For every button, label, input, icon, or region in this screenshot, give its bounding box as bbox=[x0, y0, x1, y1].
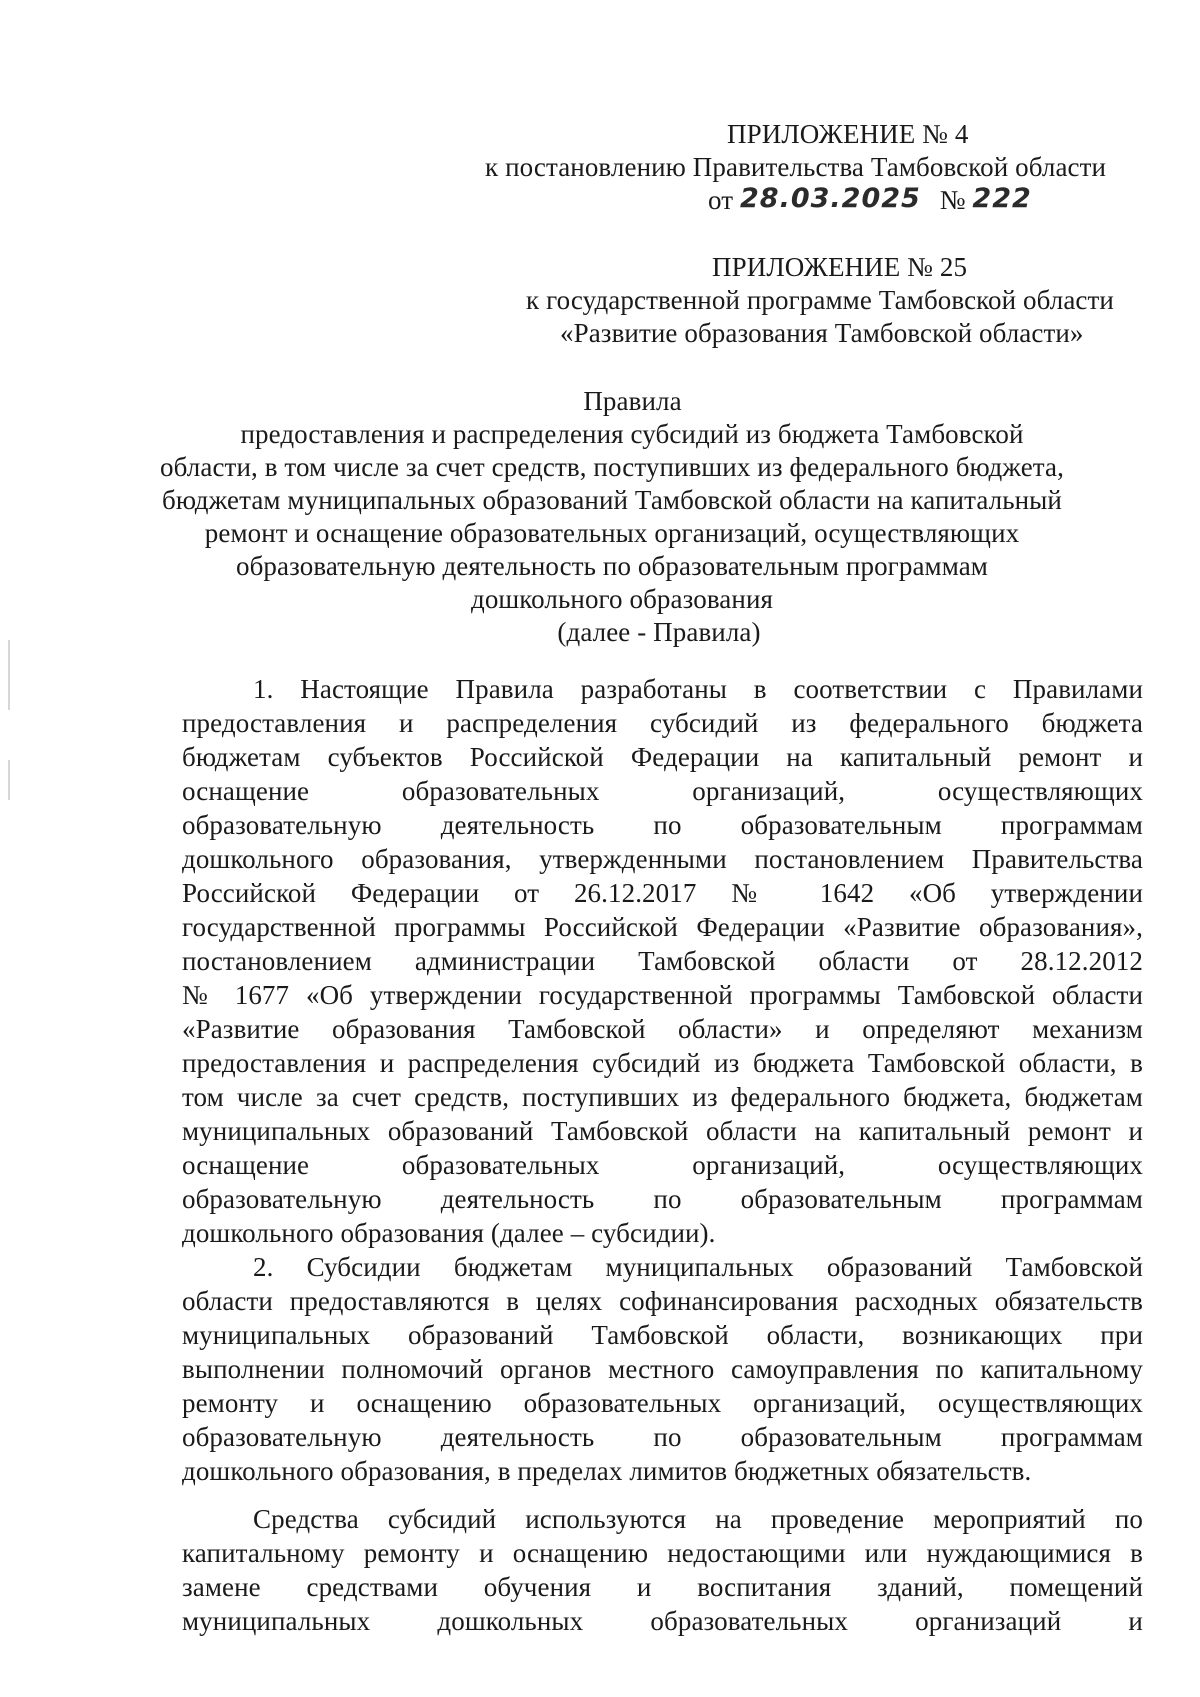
body-line: муниципальных образований Тамбовской области на капитальный ремонт и bbox=[182, 1116, 1143, 1146]
body-line: оснащение образовательных организаций, осуществляющих bbox=[182, 1150, 1143, 1180]
body-line: образовательную деятельность по образовательным программам bbox=[182, 1422, 1143, 1452]
rules-heading-line: образовательную деятельность по образовательным программам bbox=[236, 551, 988, 581]
rules-heading-line: предоставления и распределения субсидий из бюджета Тамбовской bbox=[240, 419, 1024, 449]
rules-title: Правила bbox=[583, 386, 682, 416]
body-line: Российской Федерации от 26.12.2017 № 1642 «Об утверждении bbox=[182, 878, 1143, 908]
body-line: предоставления и распределения субсидий из бюджета Тамбовской области, в bbox=[182, 1048, 1143, 1078]
body-line: муниципальных дошкольных образовательных организаций и bbox=[182, 1606, 1143, 1636]
rules-heading-line: области, в том числе за счет средств, поступивших из федерального бюджета, bbox=[160, 452, 1064, 482]
paragraph-1-first-line: 1. Настоящие Правила разработаны в соответствии с Правилами bbox=[253, 674, 1143, 704]
scan-artifact bbox=[8, 760, 10, 800]
paragraph-3-first-line: Средства субсидий используются на проведение мероприятий по bbox=[253, 1504, 1143, 1534]
body-line: образовательную деятельность по образовательным программам bbox=[182, 1184, 1143, 1214]
handwritten-date: 28.03.2025 bbox=[740, 183, 921, 214]
program-appendix-title: ПРИЛОЖЕНИЕ № 25 bbox=[712, 252, 968, 282]
body-line: постановлением администрации Тамбовской области от 28.12.2012 bbox=[182, 946, 1143, 976]
body-line: образовательную деятельность по образовательным программам bbox=[182, 810, 1143, 840]
rules-heading-line: (далее - Правила) bbox=[557, 617, 761, 647]
paragraph-1-last-line: дошкольного образования (далее – субсидии). bbox=[182, 1218, 716, 1248]
paragraph-2-first-line: 2. Субсидии бюджетам муниципальных образований Тамбовской bbox=[253, 1252, 1143, 1282]
body-line: замене средствами обучения и воспитания зданий, помещений bbox=[182, 1572, 1143, 1602]
body-line: ремонту и оснащению образовательных организаций, осуществляющих bbox=[182, 1388, 1143, 1418]
body-line: том числе за счет средств, поступивших из федерального бюджета, бюджетам bbox=[182, 1082, 1143, 1112]
rules-heading-line: бюджетам муниципальных образований Тамбовской области на капитальный bbox=[162, 485, 1062, 515]
handwritten-number: 222 bbox=[972, 183, 1032, 214]
body-line: области предоставляются в целях софинансирования расходных обязательств bbox=[182, 1286, 1143, 1316]
body-line: выполнении полномочий органов местного самоуправления по капитальному bbox=[182, 1354, 1143, 1384]
appendix-date-line bbox=[708, 183, 1032, 218]
appendix-title: ПРИЛОЖЕНИЕ № 4 bbox=[727, 119, 969, 149]
body-line: предоставления и распределения субсидий из федерального бюджета bbox=[182, 708, 1143, 738]
scan-artifact bbox=[8, 640, 10, 710]
rules-heading-line: дошкольного образования bbox=[470, 584, 774, 614]
rules-heading-line: ремонт и оснащение образовательных организаций, осуществляющих bbox=[204, 518, 1020, 548]
body-line: «Развитие образования Тамбовской области» и определяют механизм bbox=[182, 1014, 1143, 1044]
number-prefix: № bbox=[939, 185, 966, 215]
body-line: дошкольного образования, утвержденными постановлением Правительства bbox=[182, 844, 1143, 874]
appendix-subtitle: к постановлению Правительства Тамбовской области bbox=[485, 152, 1107, 182]
body-line: капитальному ремонту и оснащению недостающими или нуждающимися в bbox=[182, 1538, 1143, 1568]
body-line: бюджетам субъектов Российской Федерации на капитальный ремонт и bbox=[182, 742, 1143, 772]
program-appendix-line2: «Развитие образования Тамбовской области» bbox=[560, 318, 1084, 348]
body-line: № 1677 «Об утверждении государственной программы Тамбовской области bbox=[182, 980, 1143, 1010]
program-appendix-line1: к государственной программе Тамбовской области bbox=[526, 285, 1114, 315]
date-prefix: от bbox=[708, 185, 734, 215]
body-line: государственной программы Российской Федерации «Развитие образования», bbox=[182, 912, 1143, 942]
paragraph-2-last-line: дошкольного образования, в пределах лимитов бюджетных обязательств. bbox=[182, 1456, 1032, 1486]
body-line: оснащение образовательных организаций, осуществляющих bbox=[182, 776, 1143, 806]
body-line: муниципальных образований Тамбовской области, возникающих при bbox=[182, 1320, 1143, 1350]
